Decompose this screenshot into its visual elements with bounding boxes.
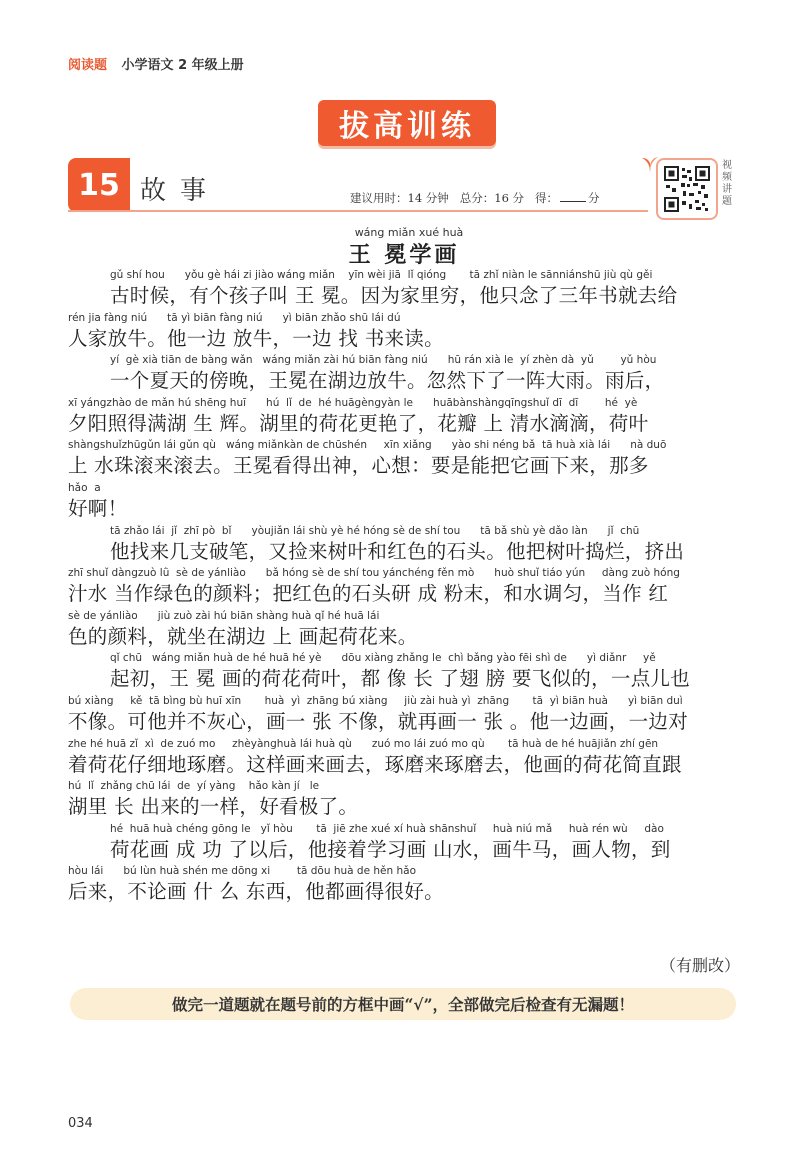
meta-unit: 分: [588, 191, 600, 205]
line-text: 好啊！: [68, 496, 128, 520]
line-pinyin: qǐ chū wáng miǎn huà de hé huā hé yè dōu xiàng zhǎng le chì bǎng yào fēi shì de yì diǎnr yě: [110, 652, 656, 665]
story-title-pinyin: wáng miǎn xué huà: [354, 226, 464, 239]
text-line: [68, 823, 740, 866]
qr-label: 视频讲题: [722, 160, 732, 207]
lesson-underline: [68, 210, 648, 212]
line-pinyin: gǔ shí hou yǒu gè hái zi jiào wáng miǎn yīn wèi jiā lǐ qióng tā zhǐ niàn le sānniánshū jiù qù gěi: [110, 269, 653, 281]
text-line: [68, 312, 740, 355]
line-text: 上 水珠滚来滚去。王冕看得出神，心想：要是能把它画下来，那多: [68, 454, 649, 478]
line-text: 夕阳照得满湖 生 辉。湖里的荷花更艳了，花瓣 上 清水滴滴，荷叶: [68, 411, 649, 435]
line-pinyin: hòu lái bú lùn huà shén me dōng xi tā dōu huà de hěn hǎo: [68, 865, 416, 878]
line-text: 汁水 当作绿色的颜料；把红色的石头研 成 粉末，和水调匀，当作 红: [68, 582, 669, 606]
text-line: [68, 738, 740, 781]
line-pinyin: bú xiàng kě tā bìng bù huī xīn huà yì zhāng bú xiàng jiù zài huà yì zhāng tā yì biān huà yì biān duì: [68, 694, 683, 707]
notice-bar: [70, 988, 736, 1020]
score-blank[interactable]: [560, 201, 586, 202]
lesson-bar: [68, 158, 648, 212]
text-line: [68, 780, 740, 823]
line-pinyin: hú lǐ zhǎng chū lái de yí yàng hǎo kàn jí le: [68, 780, 320, 793]
line-pinyin: zhī shuǐ dàngzuò lǜ sè de yánliào bǎ hóng sè de shí tou yánchéng fěn mò huò shuǐ tiáo yún dàng zuò hóng: [68, 567, 680, 580]
page-header: [68, 54, 244, 73]
line-pinyin: sè de yánliào jiù zuò zài hú biān shàng huà qǐ hé huā lái: [68, 609, 380, 622]
text-line: [68, 865, 740, 908]
text-line: [68, 610, 740, 653]
line-pinyin: hǎo a: [68, 481, 101, 494]
text-line: [68, 397, 740, 440]
lesson-number: 15: [68, 158, 130, 212]
notice-text: 做完一道题就在题号前的方框中画“√”，全部做完后检查有无漏题！: [171, 995, 635, 1014]
line-text: 一个夏天的傍晚，王冕在湖边放牛。忽然下了一阵大雨。雨后，: [110, 369, 665, 393]
lesson-title: 故事: [140, 176, 221, 206]
line-pinyin: hé huā huà chéng gōng le yǐ hòu tā jiē zhe xué xí huà shānshuǐ huà niú mǎ huà rén wù dào: [110, 822, 664, 835]
line-text: 不像。可他并不灰心，画一 张 不像，就再画一 张 。他一边画，一边对: [68, 709, 688, 733]
line-pinyin: yí gè xià tiān de bàng wǎn wáng miǎn zài hú biān fàng niú hū rán xià le yí zhèn dà yǔ yǔ hòu: [110, 354, 657, 367]
page-number: 034: [68, 1116, 93, 1131]
text-line: [68, 269, 740, 312]
story-title: 王 冕学画: [348, 243, 460, 268]
meta-get: 得：: [535, 191, 559, 205]
header-book: 小学语文 2 年级上册: [121, 58, 244, 73]
line-pinyin: shàngshuǐzhūgǔn lái gǔn qù wáng miǎnkàn de chūshén xīn xiǎng yào shi néng bǎ tā huà xià lái nà duō: [68, 439, 667, 452]
text-line: [68, 439, 740, 482]
text-line: [68, 652, 740, 695]
story-lines: [68, 269, 740, 908]
text-line: [68, 525, 740, 568]
text-line: [68, 567, 740, 610]
line-text: 后来，不论画 什 么 东西，他都画得很好。: [68, 880, 444, 904]
line-text: 古时候，有个孩子叫 王 冕。因为家里穷，他只念了三年书就去给: [110, 284, 678, 307]
line-pinyin: zhe hé huā zǐ xì de zuó mo zhèyànghuà lái huà qù zuó mo lái zuó mo qù tā huà de hé huājiǎn zhí gēn: [68, 737, 659, 750]
line-text: 起初，王 冕 画的荷花荷叶，都 像 长 了翅 膀 要飞似的，一点儿也: [110, 667, 691, 691]
line-text: 他找来几支破笔，又捡来树叶和红色的石头。他把树叶捣烂，挤出: [110, 539, 685, 563]
meta-score: 总分：16 分: [459, 191, 525, 205]
line-text: 人家放牛。他一边 放牛，一边 找 书来读。: [68, 326, 444, 350]
qr-code-icon[interactable]: [656, 158, 718, 220]
line-text: 荷花画 成 功 了以后，他接着学习画 山水，画牛马，画人物，到: [110, 837, 671, 861]
line-pinyin: tā zhǎo lái jǐ zhī pò bǐ yòujiǎn lái shù yè hé hóng sè de shí tou tā bǎ shù yè dǎo làn jǐ chū: [110, 524, 640, 537]
source-note: （有删改）: [659, 956, 740, 975]
text-line: [68, 482, 740, 525]
line-pinyin: rén jia fàng niú tā yì biān fàng niú yì biān zhǎo shū lái dú: [68, 311, 401, 324]
meta-time: 建议用时：14 分钟: [350, 191, 449, 205]
text-line: [68, 354, 740, 397]
banner-text: 拔高训练: [339, 109, 475, 144]
text-line: [68, 695, 740, 738]
line-text: 色的颜料，就坐在湖边 上 画起荷花来。: [68, 624, 418, 648]
section-banner: [318, 100, 496, 146]
line-pinyin: xī yángzhào de mǎn hú shēng huī hú lǐ de hé huāgèngyàn le huābànshàngqīngshuǐ dī dī hé yè: [68, 396, 638, 409]
header-tag: 阅读题: [68, 58, 108, 73]
lesson-meta: [350, 190, 600, 206]
story-passage: [68, 226, 740, 908]
line-text: 着荷花仔细地琢磨。这样画来画去，琢磨来琢磨去，他画的荷花简直跟: [68, 752, 682, 776]
line-text: 湖里 长 出来的一样，好看极了。: [68, 795, 359, 819]
